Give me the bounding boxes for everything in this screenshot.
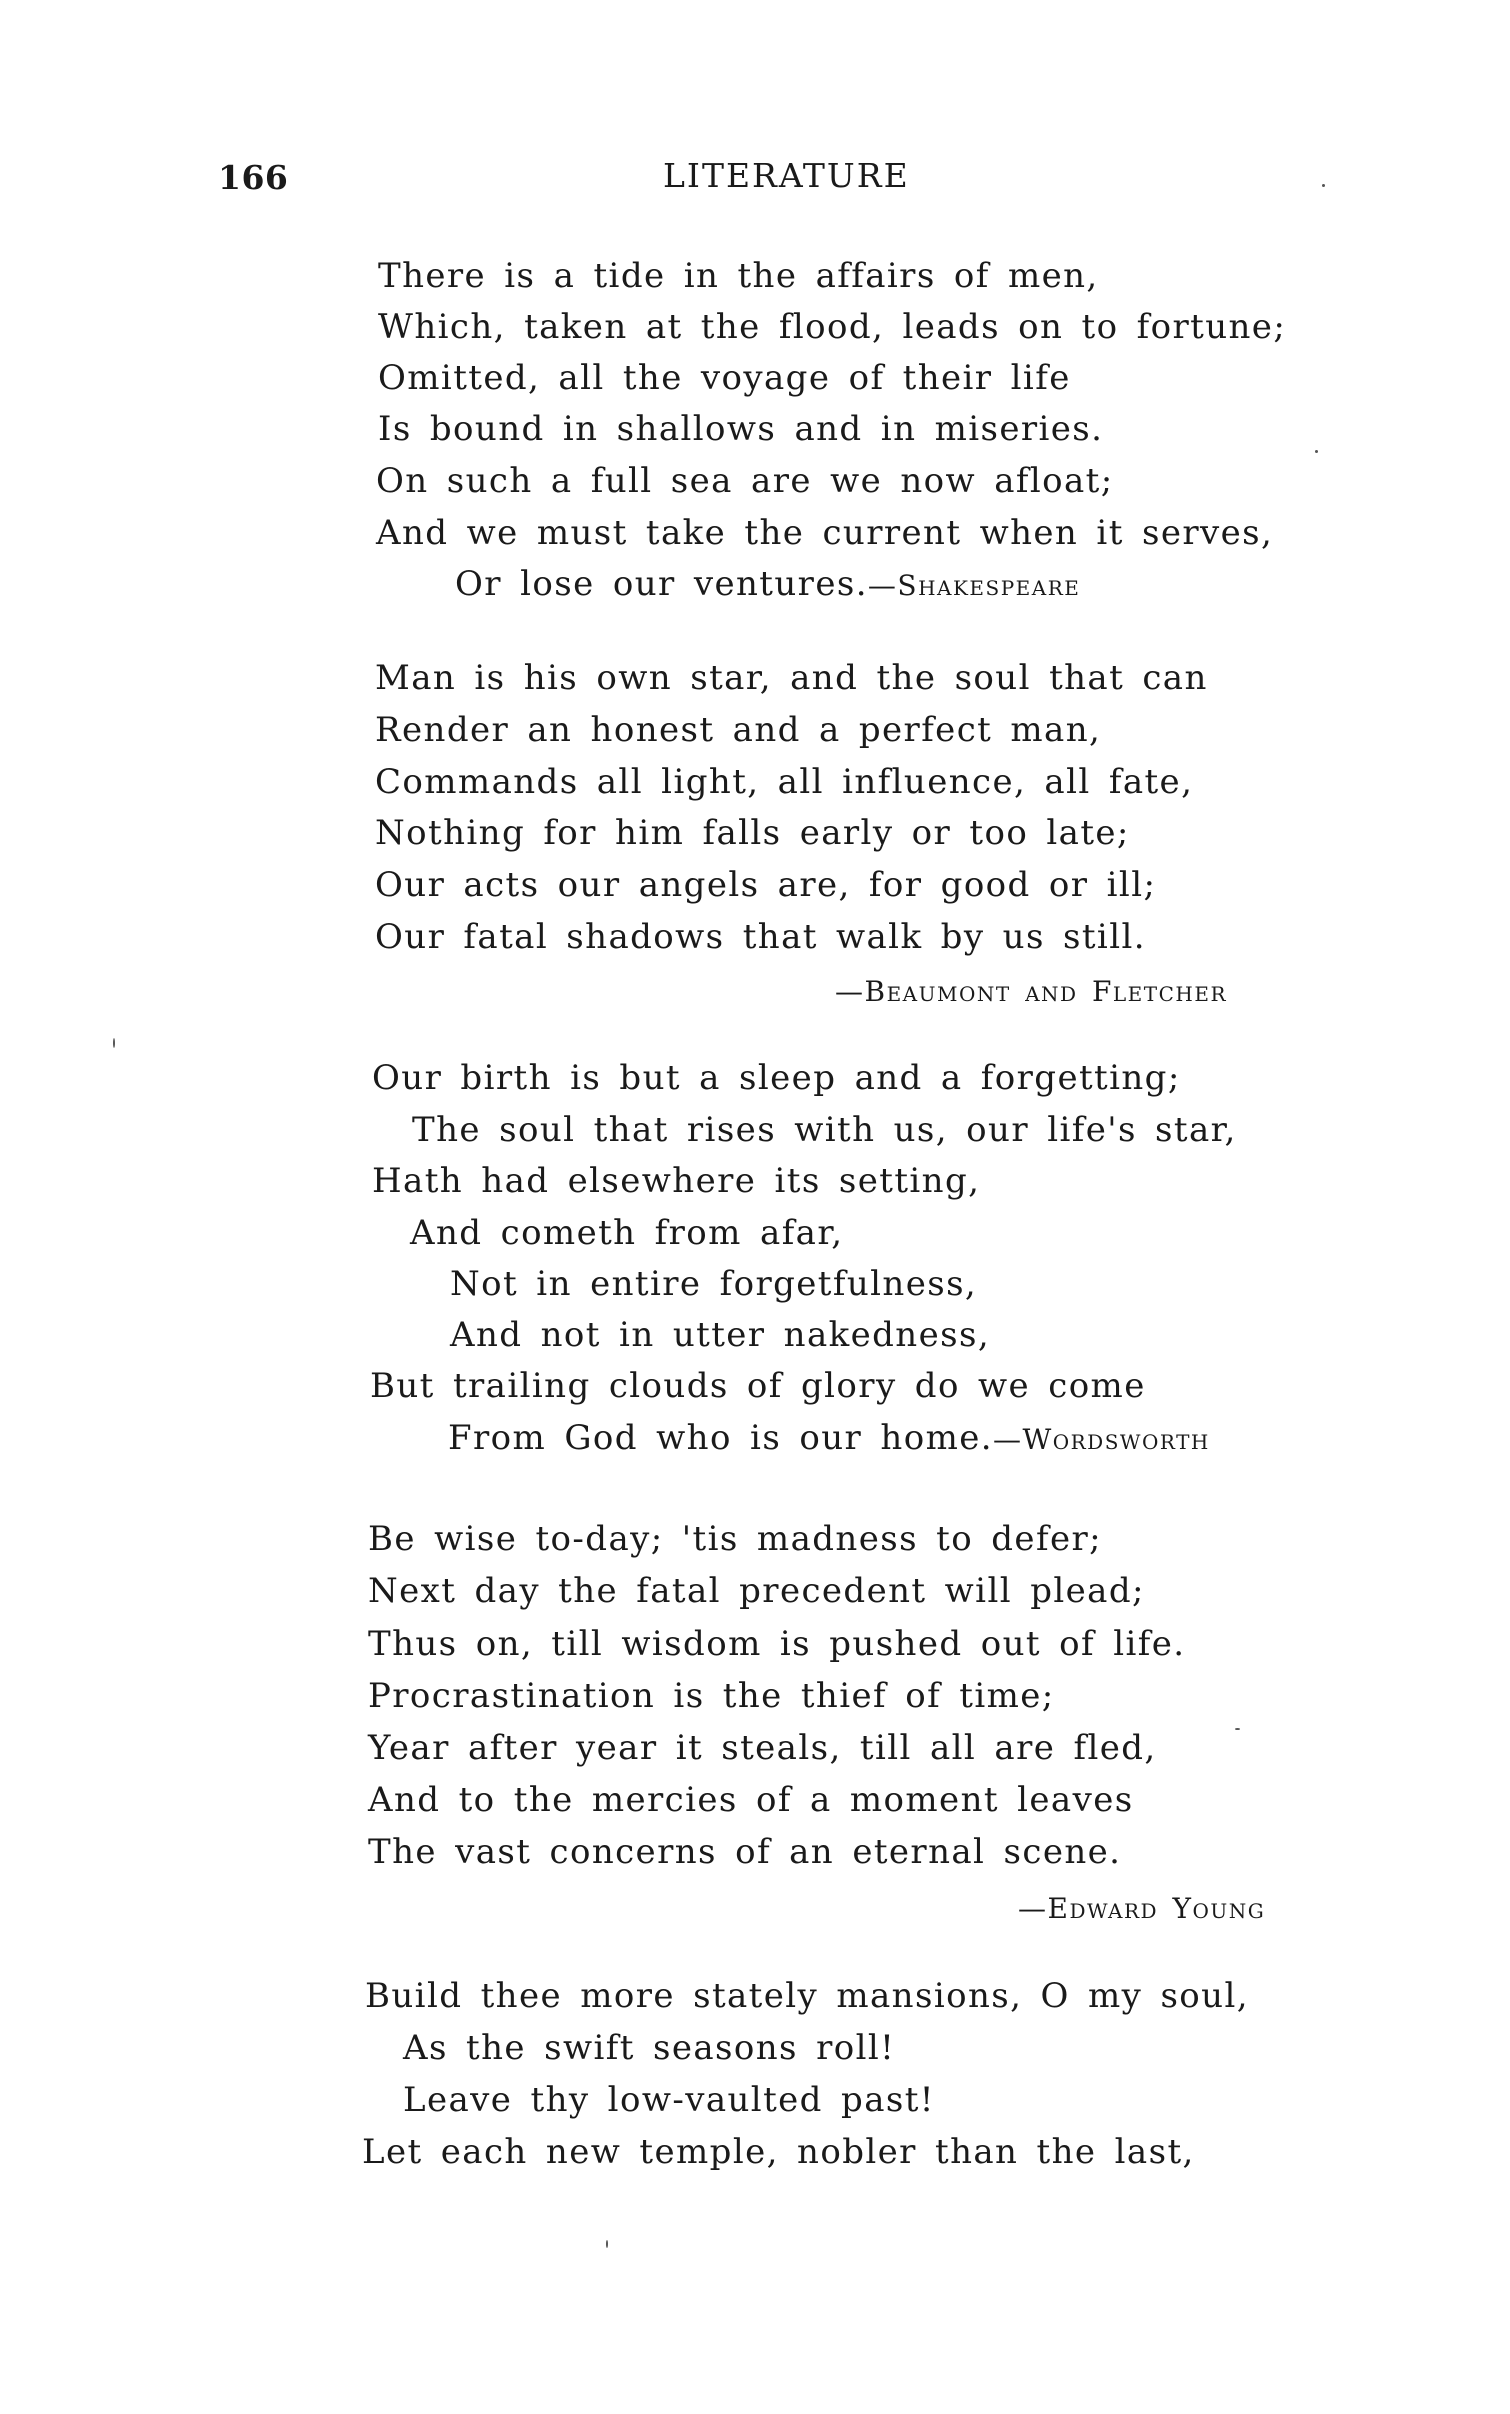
poem-line: Be wise to-day; 'tis madness to defer; bbox=[368, 1519, 1102, 1559]
poem-line: Man is his own star, and the soul that can bbox=[375, 658, 1208, 698]
poem-line: The vast concerns of an eternal scene. bbox=[368, 1832, 1122, 1872]
poem-line: Render an honest and a perfect man, bbox=[375, 710, 1102, 750]
poem-line: Build thee more stately mansions, O my soul, bbox=[365, 1976, 1249, 2016]
poem-line: Our fatal shadows that walk by us still. bbox=[375, 917, 1146, 957]
poem-line: Thus on, till wisdom is pushed out of life. bbox=[368, 1624, 1186, 1664]
running-title: LITERATURE bbox=[663, 156, 910, 195]
scan-speck bbox=[113, 1038, 115, 1048]
poem-line: Commands all light, all influence, all fate, bbox=[375, 762, 1194, 802]
poem-line: Nothing for him falls early or too late; bbox=[375, 813, 1130, 853]
poem-line: As the swift seasons roll! bbox=[403, 2028, 896, 2068]
poem-line: Year after year it steals, till all are fled, bbox=[368, 1728, 1157, 1768]
scan-speck bbox=[1315, 450, 1318, 453]
poem-line: But trailing clouds of glory do we come bbox=[370, 1366, 1146, 1406]
poem-line: And we must take the current when it serves, bbox=[376, 513, 1274, 553]
poem-line: And to the mercies of a moment leaves bbox=[368, 1780, 1134, 1820]
attribution: —Beaumont and Fletcher bbox=[835, 975, 1228, 1008]
poem-line-with-attribution bbox=[448, 1418, 1210, 1460]
page-number: 166 bbox=[218, 158, 289, 197]
poem-line: Omitted, all the voyage of their life bbox=[378, 358, 1071, 398]
scan-speck bbox=[1322, 184, 1325, 187]
poem-line: Or lose our ventures. bbox=[455, 564, 868, 604]
attribution: —Shakespeare bbox=[867, 569, 1081, 602]
poem-line: And not in utter nakedness, bbox=[450, 1315, 991, 1355]
poem-line: Our acts our angels are, for good or ill; bbox=[375, 865, 1157, 905]
poem-line: Leave thy low-vaulted past! bbox=[403, 2080, 935, 2120]
scan-speck bbox=[606, 2240, 608, 2248]
poem-line: Next day the fatal precedent will plead; bbox=[368, 1571, 1145, 1611]
poem-line: The soul that rises with us, our life's star, bbox=[412, 1110, 1237, 1150]
poem-line: There is a tide in the affairs of men, bbox=[378, 256, 1099, 296]
poem-line: On such a full sea are we now afloat; bbox=[376, 461, 1114, 501]
poem-line: From God who is our home. bbox=[448, 1418, 993, 1458]
attribution: —Wordsworth bbox=[992, 1423, 1210, 1456]
poem-line-with-attribution bbox=[455, 564, 1080, 606]
poem-line: Our birth is but a sleep and a forgetting; bbox=[372, 1058, 1181, 1098]
poem-line: Hath had elsewhere its setting, bbox=[372, 1161, 981, 1201]
poem-line: Let each new temple, nobler than the last, bbox=[362, 2132, 1195, 2172]
scan-speck bbox=[1235, 1728, 1240, 1730]
poem-line: Procrastination is the thief of time; bbox=[368, 1676, 1055, 1716]
poem-line: Which, taken at the flood, leads on to fortune; bbox=[378, 307, 1287, 347]
poem-line: Not in entire forgetfulness, bbox=[450, 1264, 978, 1304]
poem-line: Is bound in shallows and in miseries. bbox=[378, 409, 1104, 449]
attribution: —Edward Young bbox=[1018, 1892, 1266, 1925]
poem-line: And cometh from afar, bbox=[410, 1213, 844, 1253]
